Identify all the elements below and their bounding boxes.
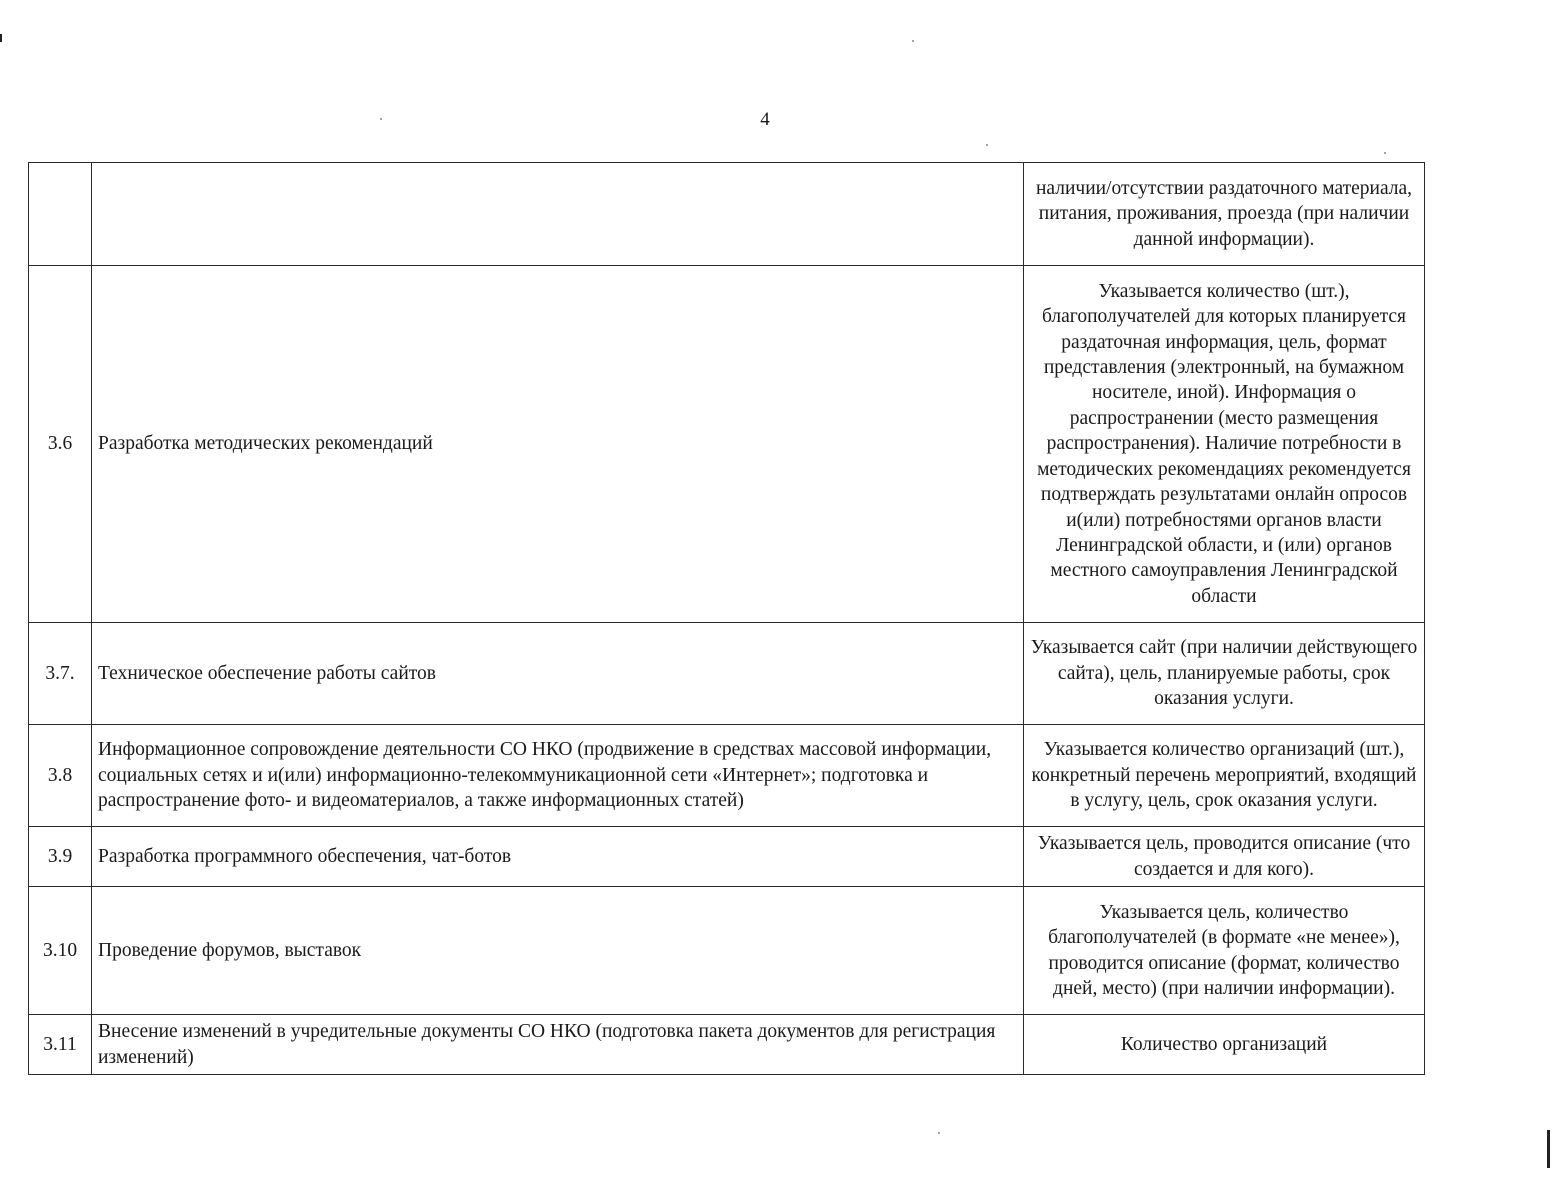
table-row-3-9 (29, 827, 1425, 887)
row-number: 3.10 (29, 887, 92, 1015)
scan-speck (938, 1132, 940, 1134)
table-row-3-7 (29, 623, 1425, 725)
scan-speck (912, 40, 914, 42)
row-number: 3.11 (29, 1015, 92, 1075)
service-name (92, 163, 1024, 266)
service-description: Указывается цель, количество благополучателей (в формате «не менее»), проводится описание (формат, количество дней, место) (при наличии информации). (1024, 887, 1425, 1015)
service-description: Количество организаций (1024, 1015, 1425, 1075)
service-name: Внесение изменений в учредительные документы СО НКО (подготовка пакета документов для регистрация изменений) (92, 1015, 1024, 1075)
row-number: 3.9 (29, 827, 92, 887)
table-row-3-11 (29, 1015, 1425, 1075)
service-name: Техническое обеспечение работы сайтов (92, 623, 1024, 725)
service-description: Указывается количество организаций (шт.), конкретный перечень мероприятий, входящий в услугу, цель, срок оказания услуги. (1024, 725, 1425, 827)
service-description: Указывается цель, проводится описание (что создается и для кого). (1024, 827, 1425, 887)
table-row-continuation (29, 163, 1425, 266)
services-table (28, 162, 1425, 1075)
row-number: 3.6 (29, 266, 92, 623)
service-name: Информационное сопровождение деятельности СО НКО (продвижение в средствах массовой информации, социальных сетях и и(или) информационно-телекоммуникационной сети «Интернет»; подготовка и распространение фото- и видеоматериалов, а также информационных статей) (92, 725, 1024, 827)
service-name: Разработка программного обеспечения, чат-ботов (92, 827, 1024, 887)
scan-artifact-left (0, 34, 2, 42)
table-row-3-8 (29, 725, 1425, 827)
page-number: 4 (760, 109, 770, 130)
table-row-3-6 (29, 266, 1425, 623)
row-number (29, 163, 92, 266)
row-number: 3.7. (29, 623, 92, 725)
scan-artifact-right (1547, 1130, 1550, 1168)
service-description: Указывается количество (шт.), благополучателей для которых планируется раздаточная информация, цель, формат представления (электронный, на бумажном носителе, иной). Информация о распространении (место размещения распространения). Наличие потребности в методических рекомендациях рекомендуется подтверждать результатами онлайн опросов и(или) потребностями органов власти Ленинградской области, и (или) органов местного самоуправления Ленинградской области (1024, 266, 1425, 623)
scan-speck (1384, 152, 1386, 154)
scan-speck (986, 144, 988, 146)
service-description: наличии/отсутствии раздаточного материала, питания, проживания, проезда (при наличии данной информации). (1024, 163, 1425, 266)
service-name: Разработка методических рекомендаций (92, 266, 1024, 623)
row-number: 3.8 (29, 725, 92, 827)
table-row-3-10 (29, 887, 1425, 1015)
service-name: Проведение форумов, выставок (92, 887, 1024, 1015)
service-description: Указывается сайт (при наличии действующего сайта), цель, планируемые работы, срок оказания услуги. (1024, 623, 1425, 725)
scan-speck (380, 118, 382, 120)
